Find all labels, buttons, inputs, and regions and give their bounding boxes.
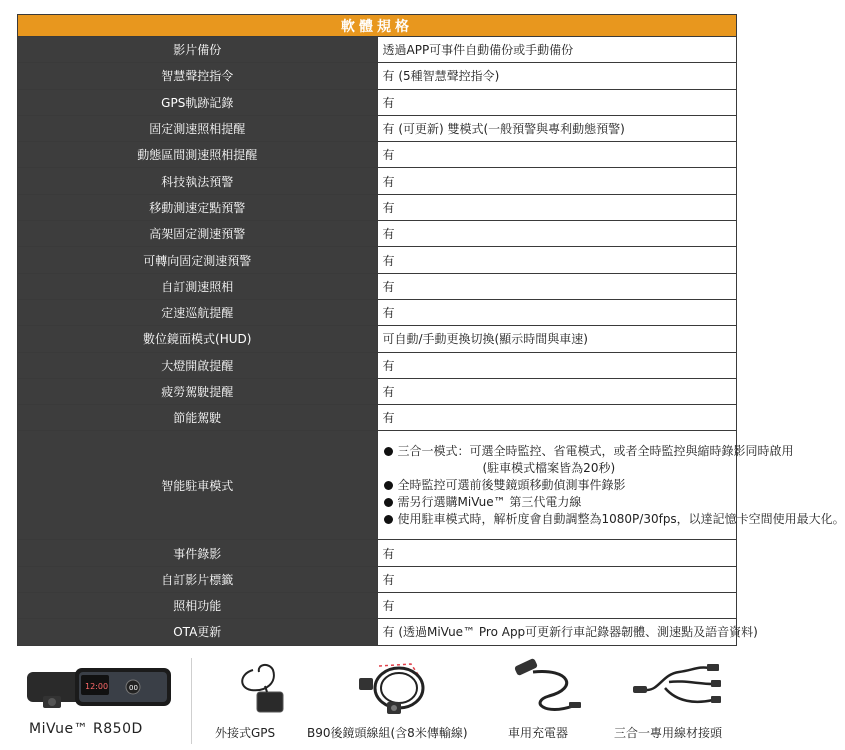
row-value: 可自動/手動更換切換(顯示時間與車速) — [377, 326, 737, 352]
accessory-label: 三合一專用線材接頭 — [614, 726, 723, 740]
row-value: 有 — [377, 221, 737, 247]
bullet-note: (駐車模式檔案皆為20秒) — [482, 460, 616, 475]
table-row — [18, 299, 737, 325]
product-main-label: MiVue™ R850D — [29, 721, 143, 737]
row-value: 有 — [377, 352, 737, 378]
screen-speed: 00 — [129, 684, 138, 692]
product-contents — [17, 652, 737, 746]
bullet-item: 全時監控可選前後雙鏡頭移動偵測事件錄影 — [383, 477, 737, 494]
accessory-label: 外接式GPS — [215, 726, 276, 740]
row-label: 智能駐車模式 — [18, 431, 378, 540]
bullet-item: 三合一模式：可選全時監控、省電模式，或者全時監控與縮時錄影同時啟用 — [383, 443, 737, 460]
screen-time: 12:00 — [85, 682, 109, 691]
gps-antenna-image — [233, 658, 293, 718]
row-label: 動態區間測速照相提醒 — [18, 142, 378, 168]
rear-camera-cable-image — [349, 656, 441, 720]
row-value: 有 (可更新) 雙模式(一般預警與專利動態預警) — [377, 115, 737, 141]
table-row — [18, 142, 737, 168]
row-value: 有 — [377, 540, 737, 566]
row-label: 節能駕駛 — [18, 405, 378, 431]
row-label: 可轉向固定測速預警 — [18, 247, 378, 273]
row-value: 透過APP可事件自動備份或手動備份 — [377, 37, 737, 63]
table-row — [18, 168, 737, 194]
parking-details — [377, 431, 845, 540]
table-row — [18, 540, 737, 566]
row-value: 有 — [377, 168, 737, 194]
row-value: 有 — [377, 194, 737, 220]
mirror-dashcam-image — [23, 666, 175, 714]
row-label: 疲勞駕駛提醒 — [18, 378, 378, 404]
row-value: 有 — [377, 566, 737, 592]
table-row — [18, 115, 737, 141]
bullet-item: 需另行選購MiVue™ 第三代電力線 — [383, 494, 737, 511]
row-value: 有 — [377, 142, 737, 168]
table-row — [18, 247, 737, 273]
table-row — [18, 194, 737, 220]
row-value: 有 — [377, 405, 737, 431]
table-row-parking — [18, 431, 737, 540]
table-row — [18, 221, 737, 247]
accessory-label: B90後鏡頭線組(含8米傳輸線) — [307, 726, 468, 740]
row-value: 有 — [377, 378, 737, 404]
car-charger-image — [509, 658, 589, 718]
row-value: 有 (5種智慧聲控指令) — [377, 63, 737, 89]
row-label: 科技執法預警 — [18, 168, 378, 194]
row-label: 高架固定測速預警 — [18, 221, 378, 247]
bullet-item: 使用駐車模式時，解析度會自動調整為1080P/30fps，以達記憶卡空間使用最大化。 — [383, 511, 737, 528]
row-value: 有 — [377, 89, 737, 115]
table-title: 軟體規格 — [18, 15, 737, 37]
table-row — [18, 326, 737, 352]
table-row — [18, 405, 737, 431]
three-in-one-cable-image — [629, 660, 723, 718]
row-value: 有 — [377, 299, 737, 325]
accessory-label: 車用充電器 — [508, 726, 569, 740]
row-label: 自訂影片標籤 — [18, 566, 378, 592]
table-row — [18, 89, 737, 115]
table-row — [18, 63, 737, 89]
row-label: 定速巡航提醒 — [18, 299, 378, 325]
row-label: 智慧聲控指令 — [18, 63, 378, 89]
parking-bullet-list — [383, 443, 845, 528]
table-row — [18, 273, 737, 299]
table-row — [18, 619, 737, 645]
row-label: 照相功能 — [18, 593, 378, 619]
row-label: 事件錄影 — [18, 540, 378, 566]
table-row — [18, 566, 737, 592]
row-label: 移動測速定點預警 — [18, 194, 378, 220]
row-label: 自訂測速照相 — [18, 273, 378, 299]
row-label: 影片備份 — [18, 37, 378, 63]
row-label: OTA更新 — [18, 619, 378, 645]
table-row — [18, 352, 737, 378]
table-row — [18, 37, 737, 63]
row-value: 有 — [377, 593, 737, 619]
spec-table — [17, 14, 845, 646]
row-label: 固定測速照相提醒 — [18, 115, 378, 141]
table-row — [18, 593, 737, 619]
table-row — [18, 378, 737, 404]
row-value: 有 — [377, 247, 737, 273]
divider — [191, 658, 192, 744]
row-label: 數位鏡面模式(HUD) — [18, 326, 378, 352]
row-label: GPS軌跡記錄 — [18, 89, 378, 115]
row-value: 有 — [377, 273, 737, 299]
row-label: 大燈開啟提醒 — [18, 352, 378, 378]
row-value: 有 (透過MiVue™ Pro App可更新行車記錄器韌體、測速點及語音資料) — [377, 619, 737, 645]
